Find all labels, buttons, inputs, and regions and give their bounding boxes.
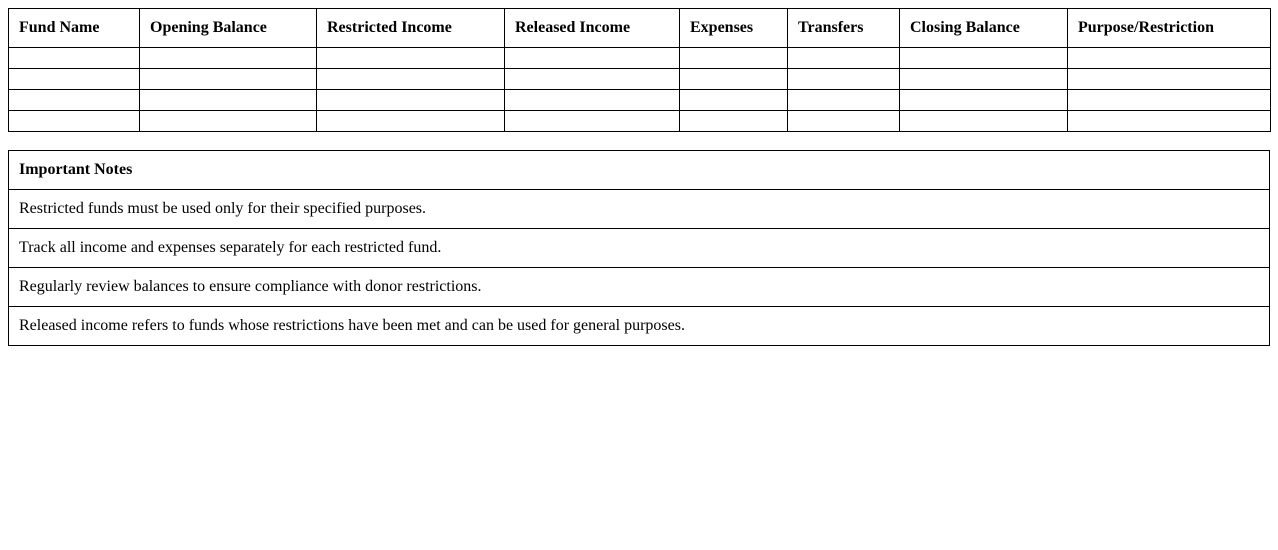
fund-table (8, 8, 1271, 132)
column-header-expenses: Expenses (680, 9, 788, 48)
table-cell (1068, 69, 1271, 90)
table-cell (505, 111, 680, 132)
table-cell (900, 48, 1068, 69)
column-header-released-income: Released Income (505, 9, 680, 48)
note-item: Track all income and expenses separately for each restricted fund. (9, 229, 1270, 268)
column-header-restricted-income: Restricted Income (317, 9, 505, 48)
table-cell (788, 69, 900, 90)
table-cell (9, 48, 140, 69)
table-row (9, 111, 1271, 132)
table-cell (788, 90, 900, 111)
table-cell (140, 111, 317, 132)
table-cell (1068, 111, 1271, 132)
table-cell (505, 90, 680, 111)
fund-table-header-row (9, 9, 1271, 48)
note-item: Restricted funds must be used only for their specified purposes. (9, 190, 1270, 229)
table-cell (9, 69, 140, 90)
table-cell (317, 90, 505, 111)
table-cell (317, 48, 505, 69)
table-cell (9, 111, 140, 132)
note-row (9, 268, 1270, 307)
important-notes-table (8, 150, 1270, 346)
table-cell (505, 48, 680, 69)
table-cell (1068, 90, 1271, 111)
notes-header-row (9, 151, 1270, 190)
table-cell (317, 69, 505, 90)
table-cell (1068, 48, 1271, 69)
table-row (9, 90, 1271, 111)
note-item: Regularly review balances to ensure compliance with donor restrictions. (9, 268, 1270, 307)
table-row (9, 48, 1271, 69)
table-cell (9, 90, 140, 111)
table-cell (788, 48, 900, 69)
table-cell (680, 69, 788, 90)
note-item: Released income refers to funds whose restrictions have been met and can be used for general purposes. (9, 307, 1270, 346)
table-cell (140, 48, 317, 69)
note-row (9, 229, 1270, 268)
note-row (9, 307, 1270, 346)
table-cell (505, 69, 680, 90)
notes-title: Important Notes (9, 151, 1270, 190)
column-header-purpose-restriction: Purpose/Restriction (1068, 9, 1271, 48)
table-cell (900, 90, 1068, 111)
table-cell (680, 48, 788, 69)
table-cell (680, 111, 788, 132)
column-header-fund-name: Fund Name (9, 9, 140, 48)
column-header-closing-balance: Closing Balance (900, 9, 1068, 48)
table-cell (900, 69, 1068, 90)
column-header-opening-balance: Opening Balance (140, 9, 317, 48)
table-cell (788, 111, 900, 132)
table-cell (317, 111, 505, 132)
table-cell (140, 90, 317, 111)
column-header-transfers: Transfers (788, 9, 900, 48)
table-row (9, 69, 1271, 90)
note-row (9, 190, 1270, 229)
table-cell (680, 90, 788, 111)
table-cell (140, 69, 317, 90)
table-cell (900, 111, 1068, 132)
